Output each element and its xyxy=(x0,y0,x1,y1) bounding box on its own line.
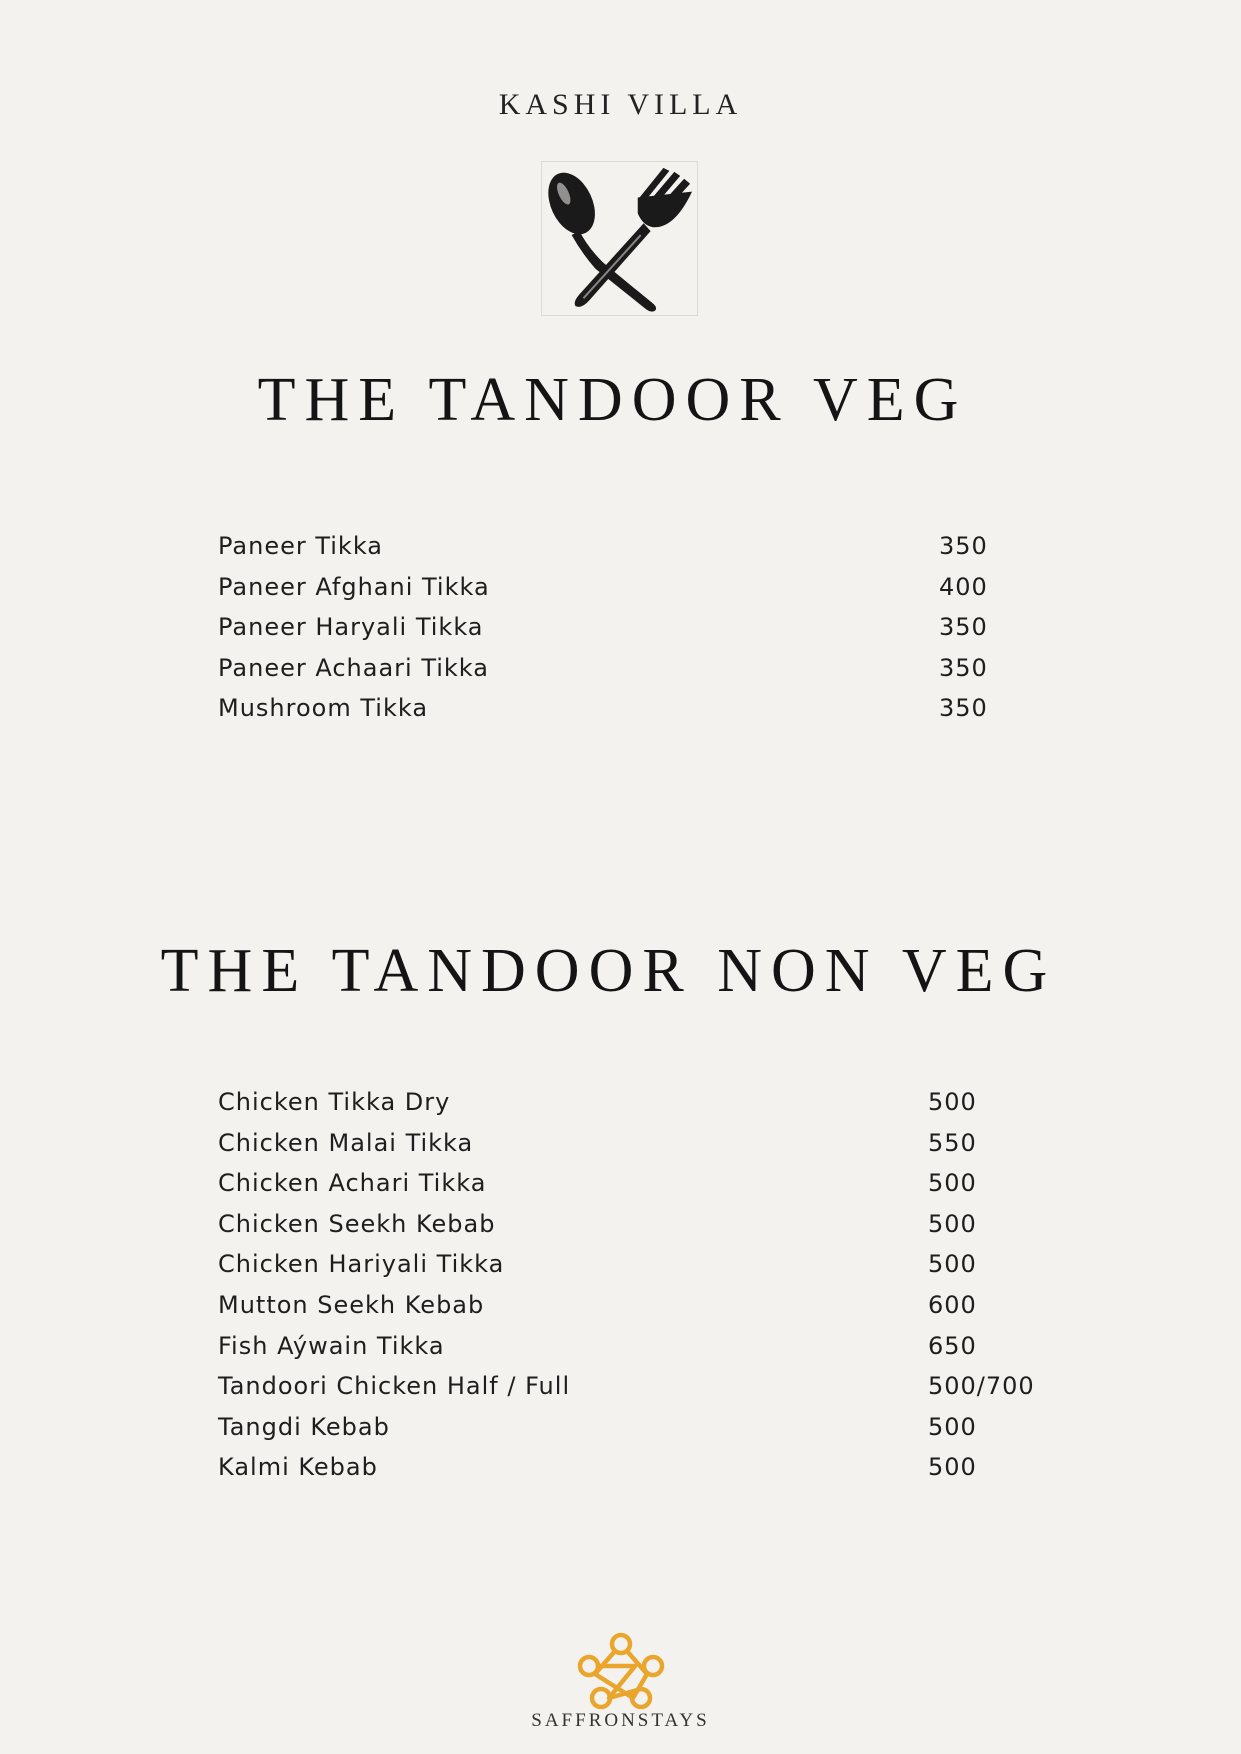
item-name: Paneer Afghani Tikka xyxy=(218,572,490,601)
item-price: 350 xyxy=(939,653,988,682)
item-price: 500 xyxy=(928,1250,977,1279)
item-name: Mutton Seekh Kebab xyxy=(218,1290,485,1319)
item-price: 350 xyxy=(939,694,988,723)
item-name: Tandoori Chicken Half / Full xyxy=(218,1372,571,1401)
menu-item xyxy=(218,651,998,692)
item-name: Kalmi Kebab xyxy=(218,1453,378,1482)
menu-item xyxy=(218,1410,1038,1451)
menu-item xyxy=(218,1288,1038,1329)
item-price: 600 xyxy=(928,1290,977,1319)
item-name: Paneer Tikka xyxy=(218,532,384,560)
menu-item xyxy=(218,1126,1038,1167)
item-price: 350 xyxy=(939,613,988,642)
item-price: 500 xyxy=(928,1088,977,1116)
item-name: Chicken Hariyali Tikka xyxy=(218,1250,505,1279)
item-price: 500 xyxy=(928,1209,977,1238)
menu-item xyxy=(218,1166,1038,1207)
item-name: Tangdi Kebab xyxy=(218,1412,390,1441)
item-price: 500 xyxy=(928,1169,977,1198)
menu-item xyxy=(218,1207,1038,1248)
item-price: 400 xyxy=(939,572,988,601)
section-title-tandoor-veg: THE TANDOOR VEG xyxy=(257,366,968,434)
item-name: Mushroom Tikka xyxy=(218,694,429,723)
section-title-tandoor-non-veg: THE TANDOOR NON VEG xyxy=(160,937,1057,1005)
menu-item xyxy=(218,529,998,570)
menu-list-tandoor-non-veg xyxy=(218,1085,1038,1491)
footer-brand: SAFFRONSTAYS xyxy=(531,1710,710,1731)
brand-title: KASHI VILLA xyxy=(498,88,743,121)
item-name: Fish Aýwain Tikka xyxy=(218,1331,445,1360)
item-price: 650 xyxy=(928,1331,977,1360)
item-name: Chicken Seekh Kebab xyxy=(218,1209,496,1238)
item-price: 550 xyxy=(928,1128,977,1157)
menu-item xyxy=(218,1329,1038,1370)
menu-item xyxy=(218,1085,1038,1126)
item-name: Chicken Malai Tikka xyxy=(218,1128,474,1157)
item-name: Paneer Achaari Tikka xyxy=(218,653,489,682)
menu-item xyxy=(218,570,998,611)
menu-item xyxy=(218,1247,1038,1288)
item-price: 500 xyxy=(928,1412,977,1441)
menu-item xyxy=(218,691,998,732)
item-price: 350 xyxy=(939,532,988,560)
spoon-and-fork-icon xyxy=(541,161,698,316)
item-name: Paneer Haryali Tikka xyxy=(218,613,484,642)
item-name: Chicken Achari Tikka xyxy=(218,1169,487,1198)
menu-item xyxy=(218,1369,1038,1410)
item-name: Chicken Tikka Dry xyxy=(218,1088,451,1116)
menu-item xyxy=(218,610,998,651)
item-price: 500 xyxy=(928,1453,977,1482)
item-price: 500/700 xyxy=(928,1372,1035,1401)
menu-list-tandoor-veg xyxy=(218,529,998,732)
saffronstays-knot-logo-icon xyxy=(575,1632,667,1710)
menu-item xyxy=(218,1450,1038,1491)
